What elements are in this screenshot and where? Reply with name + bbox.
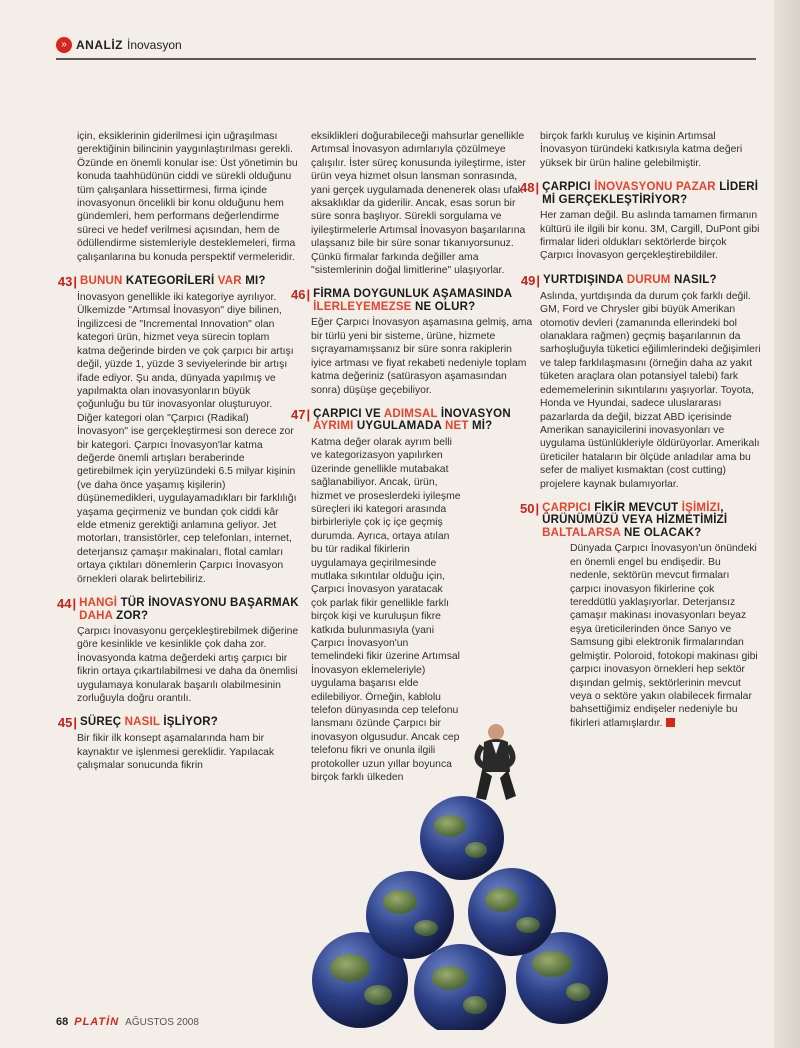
page-footer (56, 1016, 199, 1028)
question-49-heading (520, 272, 762, 288)
section-label: ANALİZ (76, 38, 123, 52)
question-title: FİRMA DOYGUNLUK AŞAMASINDA İLERLEYEMEZSE NE OLUR? (313, 288, 512, 313)
question-number: 45 | (57, 716, 77, 729)
question-title: ÇARPICI FİKİR MEVCUT İŞİMİZI, ÜRÜNÜMÜZÜ VEYA HİZMETİMİZİ BALTALARSA NE OLACAK? (542, 501, 728, 539)
businessman-figure (476, 724, 516, 800)
globe-icon (468, 868, 556, 956)
question-45-heading (57, 715, 299, 731)
magazine-name: PLATİN (74, 1016, 120, 1028)
question-number: 48 | (520, 181, 539, 194)
page-edge (774, 0, 800, 1048)
question-number: 50 | (520, 502, 539, 515)
column-3 (520, 130, 762, 730)
column-2 (291, 130, 533, 784)
question-43-heading (57, 274, 299, 290)
header-rule (56, 58, 756, 60)
question-43-body: İnovasyon genellikle iki kategoriye ayrılıyor. Ülkemizde "Artımsal İnovasyon" diye bilinen, İngilizcesi de "Incremental Innovation" olan kategori ürün, hizmet veya sürecin toplam katma değerinde birden ve çok çarpıcı bir artışı değil, yüzde 1, yüzde 3 seviyelerinde bir artışı ifade ediyor. Şu anda, dünyada yapılmış ve yapılmakta olan inovasyonların büyük çoğunluğu bu tür inovasyonlar oluşturuyor. Diğer kategori olan "Çarpıcı (Radikal) İnovasyon" ise gerçekleştirmesi son derece zor bir kategori. Çarpıcı İnovasyon'lar katma değerde önemli artışları beraberinde getirebilmek için yeryüzündeki 6.5 milyar kişinin (ve daha önce yaşamış kişilerin) düşünemedikleri, uygulayamadıkları bir farklılığı yaşama geçirmeniz ve bundan çok ciddi kâr elde etmeniz gerektiği anlamına geliyor. Jet motorları, transistörler, cep telefonları, internet, deterjansız çamaşır makinaları, flotal camları ortaya çıktıları dönemlerin Çarpıcı İnovasyon örnekleri olarak belirtebiliriz. (77, 292, 297, 585)
question-number: 43 | (57, 275, 77, 288)
question-50-heading (520, 500, 762, 540)
column-1 (57, 130, 299, 773)
column-2-intro: eksiklikleri doğurabileceği mahsurlar genellikle Artımsal İnovasyon adımlarıyla çözülmeye çalışılır. İster süreç konusunda iyileştirme, ister ürün veya hizmet olsun lansman sonrasında, yani gerçek uygulamada denenerek olası ufak aksaklıklar da giderilir. Ancak, esas sorun bir süre sonra başlıyor. Sürekli sorgulama ve iyileştirmelerle Artımsal İnovasyon başarılarına ulaşsanız bile bir süre sonar tıkanıyorsunuz. Çünkü firmalar farkında değiller ama "sistemlerinin doğal limitlerine" ulaşıyorlar. (311, 131, 526, 277)
topic-label: İnovasyon (127, 38, 182, 52)
globe-icon (420, 796, 504, 880)
question-47-body: Katma değer olarak ayrım belli ve kategorizasyon yapılırken üzerinde genellikle mutabakat sağlanabiliyor. Ancak, ürün, hizmet ve proseslerdeki iyileşme süreçleri iki kategori arasında birbirleriyle çok iç içe geçmiş durumda. Ayrıca, ortaya atılan bu tür radikal fikirlerin uygulamaya geçirilmesinde mutlaka sıkıntılar olduğu için, Çarpıcı İnovasyon yaratacak çok parlak fikir genellikle farklı birçok kişi ve kuruluşun fikre katkıda bulunmasıyla (yani Çarpıcı İnovasyon'un temelindeki fikir üzerine Artımsal İnovasyon eklemeleriyle) uygulama başarısı elde edilebiliyor. Örneğin, kablolu telefon dünyasında cep telefonu lansmanı özünde Çarpıcı bir inovasyon olgusudur. Ancak cep telefonu fikri ve onunla ilgili protokoller uzun yıllar boyunca birçok farklı ülkeden (311, 436, 461, 784)
globe-icon (366, 871, 454, 959)
question-46-body: Eğer Çarpıcı İnovasyon aşamasına gelmiş, ama bir türlü yeni bir sisteme, ürüne, hizmete sıçrayamamışsanız bir süre sonra rakiplerin iyice artması ve fiyat rekabeti nedeniyle toplam katma değeriniz (satürasyon aşamasından sonra) düşüşe geçebiliyor. (311, 317, 533, 396)
question-title: ÇARPICI VE ADIMSAL İNOVASYON AYRIMI UYGULAMADA NET Mİ? (313, 407, 511, 433)
question-title: SÜREÇ NASIL İŞLİYOR? (80, 716, 218, 729)
question-title: ÇARPICI İNOVASYONU PAZAR LİDERİ Mİ GERÇEKLEŞTİRİYOR? (542, 181, 759, 206)
question-46-heading (291, 287, 533, 313)
question-48-heading (520, 180, 762, 206)
question-title: HANGİ TÜR İNOVASYONU BAŞARMAK DAHA ZOR? (79, 597, 299, 622)
column-3-intro: birçok farklı kuruluş ve kişinin Artımsal İnovasyon türündeki katkısıyla katma değeri yüksek bir ürün haline gelebilmiştir. (540, 131, 743, 169)
question-number: 44 | (57, 597, 76, 610)
issue-date: AĞUSTOS 2008 (125, 1017, 199, 1028)
question-number: 49 | (520, 274, 540, 287)
chevron-right-icon: » (56, 37, 72, 53)
end-mark-icon (666, 718, 675, 727)
question-title: BUNUN KATEGORİLERİ VAR MI? (80, 275, 266, 288)
question-number: 47 | (291, 408, 310, 421)
page-number: 68 (56, 1016, 69, 1028)
globe-icon (414, 944, 506, 1030)
question-47-heading (291, 406, 533, 433)
globes-illustration (300, 720, 630, 1030)
question-49-body: Aslında, yurtdışında da durum çok farklı değil. GM, Ford ve Chrysler gibi büyük Amerikan otomotiv devleri (zamanında ellerindeki bol olanaklara rağmen) geçmiş başarılarının da sarhoşluğuyla tüketici eğilimlerindeki değişimleri ve talep farklılaşmasını (örneğin daha az yakıt tüketen araçlara olan potansiyel talebi) fark edememelerinin sıkıntılarını yaşıyorlar. Toyota, Honda ve Hyundai, sadece uluslararası pazarlarda da değil, bizzat ABD içerisinde Amerikan sanayicilerini inovasyonları ve uygulama üstünlükleriyle öldürüyorlar. Amerikalı üreticiler hataların bir ölçüde anladılar ama bu sefer de maliyet kısmaktan (cost cutting) projelere kaynak bulamıyorlar. (540, 290, 761, 490)
section-header (56, 36, 182, 54)
column-1-intro: için, eksiklerinin giderilmesi için uğraşılması gerektiğinin bilincinin yaygınlaştırılması gerekli. Özünde en önemli konular ise: Üst yönetimin bu konuda taahhüdünün ciddi ve sürekli olduğunu tüm çalışanlara hissettirmesi, firma içinde inovasyonun öncelikli bir konu olduğunu hem gündemleri, hem performans değerlendirme süreci ve hedef verilmesi açısından, hem de ödüllendirme sistemleriyle desteklemeleri, firma çalışanlarına bu konuda perspektif vermeleridir. (77, 131, 298, 263)
question-44-heading (57, 596, 299, 622)
question-48-body: Her zaman değil. Bu aslında tamamen firmanın kültürü ile ilgili bir konu. 3M, Cargill, DuPont gibi firmalar lideri oldukları sektörlerde birçok Çarpıcı İnovasyon gerçekleştirebildiler. (540, 210, 760, 262)
question-45-body: Bir fikir ilk konsept aşamalarında ham bir kaynaktır ve işlenmesi gereklidir. Yapılacak çalışmalar sonucunda fikrin (77, 733, 275, 772)
question-number: 46 | (291, 288, 310, 301)
question-44-body: Çarpıcı İnovasyonu gerçekleştirebilmek diğerine göre kesinlikle ve kesinlikle çok daha zor. İnovasyonda katma değerdeki artış çarpıcı bir fikrin ortaya çıkartılabilmesi ve daha da önemlisi uygulamaya konularak başarılı olabilmesinin zorluğuyla doğru orantılı. (77, 626, 299, 705)
question-50-body: Dünyada Çarpıcı İnovasyon'un önündeki en önemli engel bu endişedir. Bu nedenle, sektörün mevcut firmaları çarpıcı inovasyon fikirlerine çok tereddütlü yaklaşıyorlar. Deterjansız çamaşır makinası inovasyonları beyaz eşya üreticilerinden önce Sanyo ve Samsung gibi elektronik firmalarından gelmiştir. Poloroid, fotokopi makinası gibi çarpıcı inovasyon örnekleri hep sektör dışından gelmiş, sektörlerinin mevcut veya o sektöre yakın olabilecek firmalar bahsettiğimiz endişeler nedeniyle bu fikirleri atlamışlardır. (570, 543, 758, 729)
question-title: YURTDIŞINDA DURUM NASIL? (543, 273, 717, 286)
